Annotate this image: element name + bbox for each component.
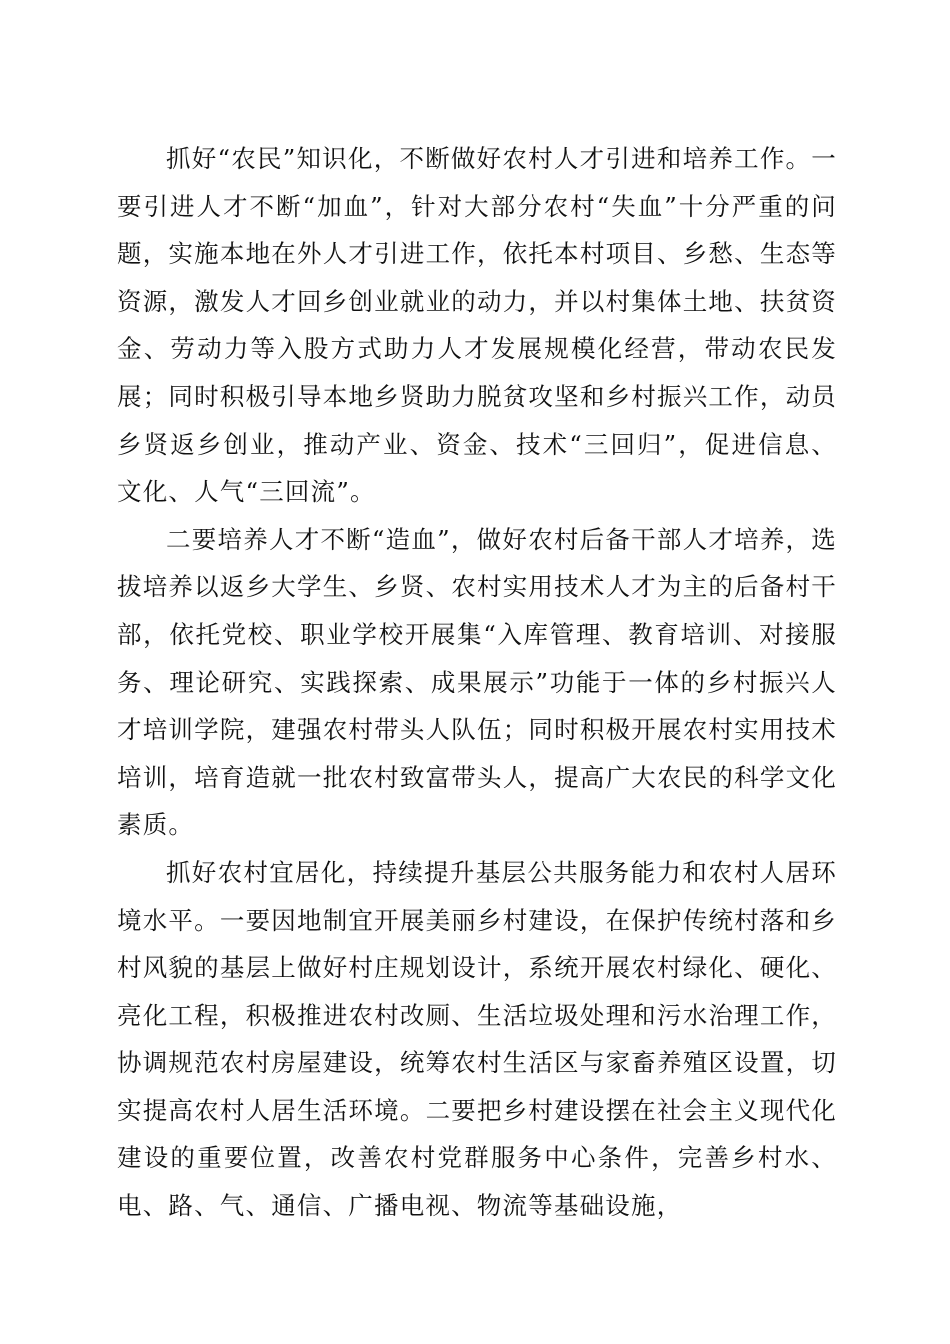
paragraph-talent: 抓好“农民”知识化，不断做好农村人才引进和培养工作。一要引进人才不断“加血”，针对大部分农村“失血”十分严重的问题，实施本地在外人才引进工作，依托本村项目、乡愁、生态等资源，激发人才回乡创业就业的动力，并以村集体土地、扶贫资金、劳动力等入股方式助力人才发展规模化经营，带动农民发展；同时积极引导本地乡贤助力脱贫攻坚和乡村振兴工作，动员乡贤返乡创业，推动产业、资金、技术“三回归”，促进信息、文化、人气“三回流”。 [117,144,837,507]
paragraph-livability: 抓好农村宜居化，持续提升基层公共服务能力和农村人居环境水平。一要因地制宜开展美丽乡村建设，在保护传统村落和乡村风貌的基层上做好村庄规划设计，系统开展农村绿化、硬化、亮化工程，积极推进农村改厕、生活垃圾处理和污水治理工作，协调规范农村房屋建设，统筹农村生活区与家畜养殖区设置，切实提高农村人居生活环境。二要把乡村建设摆在社会主义现代化建设的重要位置，改善农村党群服务中心条件，完善乡村水、电、路、气、通信、广播电视、物流等基础设施， [117,857,837,1221]
document-body [117,135,837,1230]
paragraph-training: 二要培养人才不断“造血”，做好农村后备干部人才培养，选拔培养以返乡大学生、乡贤、农村实用技术人才为主的后备村干部，依托党校、职业学校开展集“入库管理、教育培训、对接服务、理论研究、实践探索、成果展示”功能于一体的乡村振兴人才培训学院，建强农村带头人队伍；同时积极开展农村实用技术培训，培育造就一批农村致富带头人，提高广大农民的科学文化素质。 [117,524,837,840]
